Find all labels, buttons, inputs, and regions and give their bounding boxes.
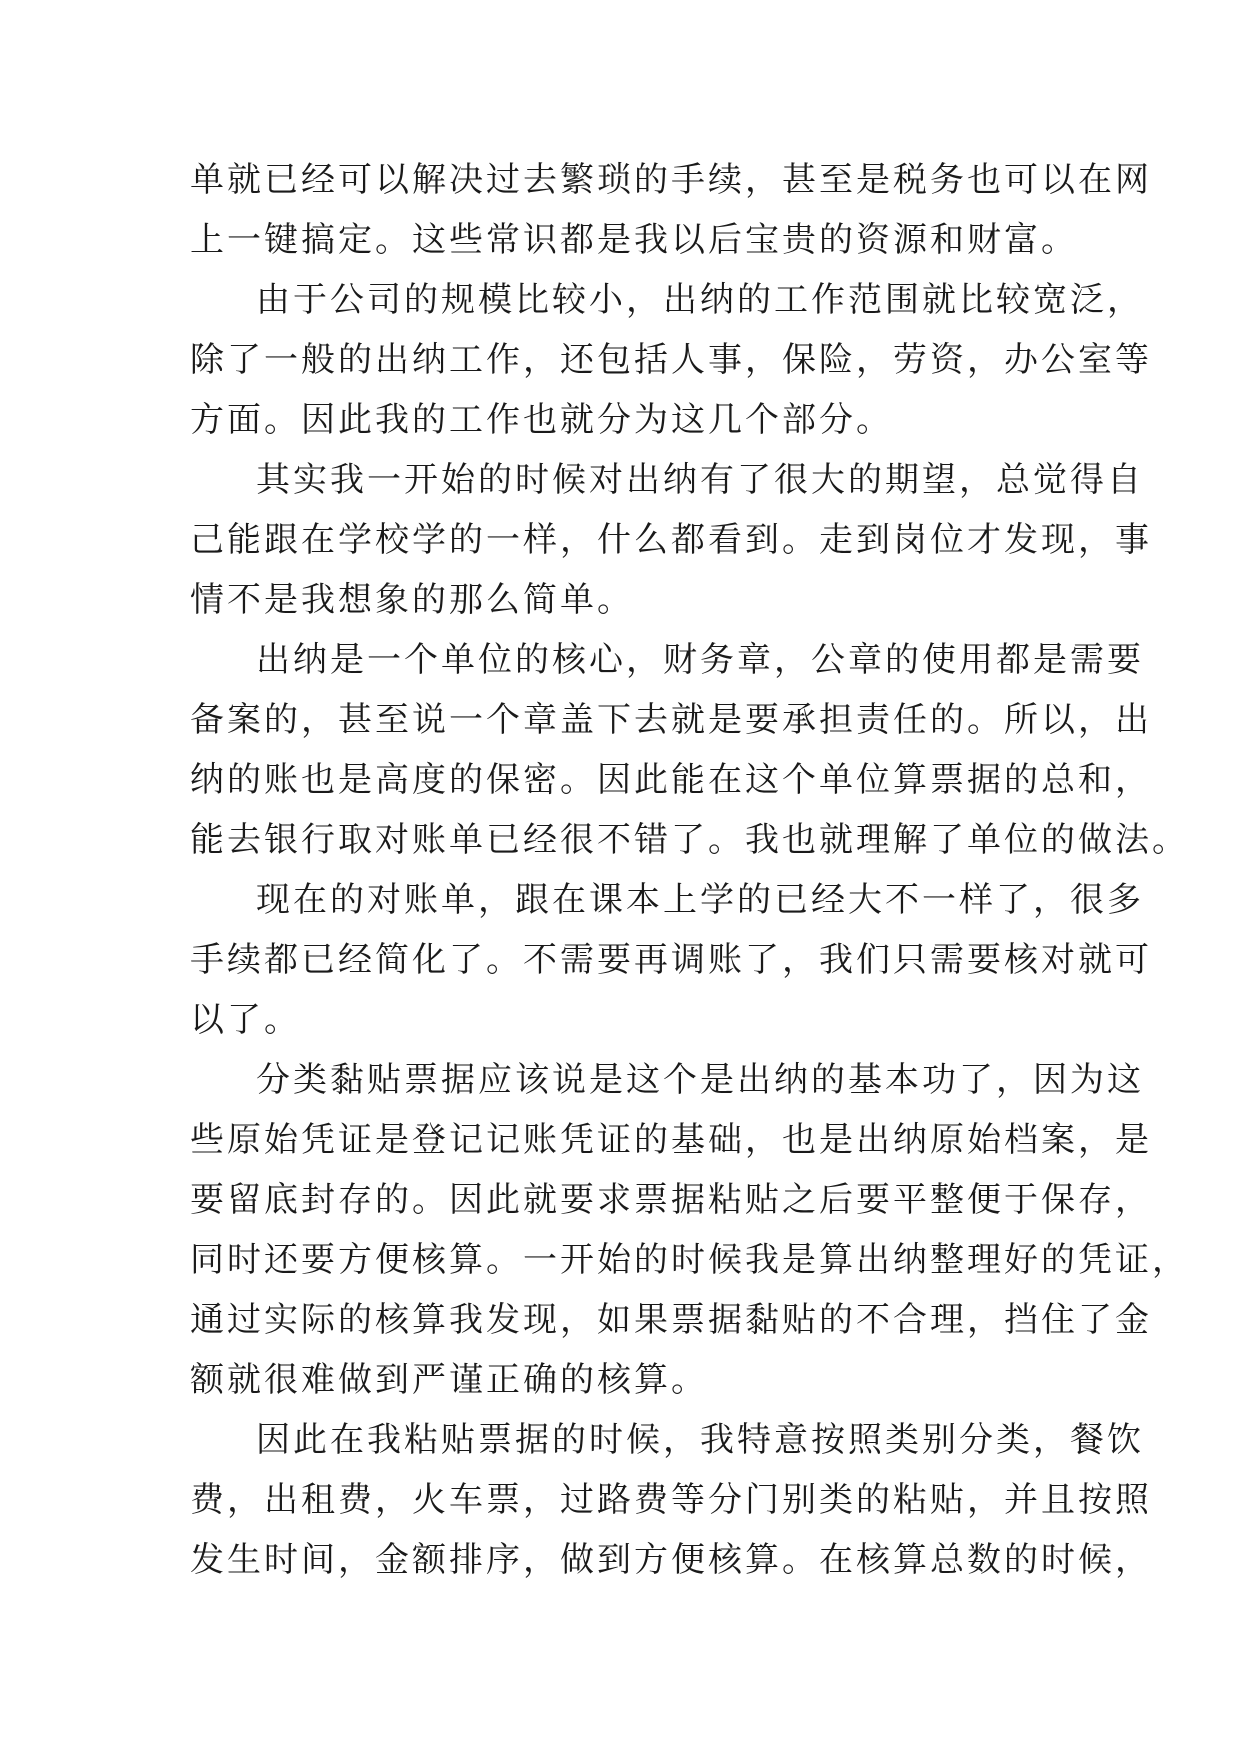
text-line: 情不是我想象的那么简单。 — [190, 580, 634, 620]
text-line: 上一键搞定。这些常识都是我以后宝贵的资源和财富。 — [190, 220, 1078, 260]
text-line: 备案的，甚至说一个章盖下去就是要承担责任的。所以，出 — [190, 700, 1152, 740]
text-line: 纳的账也是高度的保密。因此能在这个单位算票据的总和， — [190, 760, 1152, 800]
text-line: 额就很难做到严谨正确的核算。 — [190, 1360, 708, 1400]
text-line: 除了一般的出纳工作，还包括人事，保险，劳资，办公室等 — [190, 340, 1152, 380]
paragraph-start-line: 现在的对账单，跟在课本上学的已经大不一样了，很多 — [256, 880, 1144, 920]
paragraph-start-line: 其实我一开始的时候对出纳有了很大的期望，总觉得自 — [256, 460, 1144, 500]
text-line: 方面。因此我的工作也就分为这几个部分。 — [190, 400, 893, 440]
text-line: 发生时间，金额排序，做到方便核算。在核算总数的时候， — [190, 1540, 1152, 1580]
paragraph-start-line: 分类黏贴票据应该说是这个是出纳的基本功了，因为这 — [256, 1060, 1144, 1100]
text-line: 能去银行取对账单已经很不错了。我也就理解了单位的做法。 — [190, 820, 1189, 860]
text-line: 通过实际的核算我发现，如果票据黏贴的不合理，挡住了金 — [190, 1300, 1152, 1340]
paragraph-start-line: 出纳是一个单位的核心，财务章，公章的使用都是需要 — [256, 640, 1144, 680]
text-line: 费，出租费，火车票，过路费等分门别类的粘贴，并且按照 — [190, 1480, 1152, 1520]
text-line: 同时还要方便核算。一开始的时候我是算出纳整理好的凭证， — [190, 1240, 1189, 1280]
text-line: 手续都已经简化了。不需要再调账了，我们只需要核对就可 — [190, 940, 1152, 980]
text-line: 己能跟在学校学的一样，什么都看到。走到岗位才发现，事 — [190, 520, 1152, 560]
text-line: 些原始凭证是登记记账凭证的基础，也是出纳原始档案，是 — [190, 1120, 1152, 1160]
paragraph-start-line: 由于公司的规模比较小，出纳的工作范围就比较宽泛， — [256, 280, 1144, 320]
paragraph-start-line: 因此在我粘贴票据的时候，我特意按照类别分类，餐饮 — [256, 1420, 1144, 1460]
text-line: 单就已经可以解决过去繁琐的手续，甚至是税务也可以在网 — [190, 160, 1152, 200]
text-line: 以了。 — [190, 1000, 301, 1040]
text-line: 要留底封存的。因此就要求票据粘贴之后要平整便于保存， — [190, 1180, 1152, 1220]
